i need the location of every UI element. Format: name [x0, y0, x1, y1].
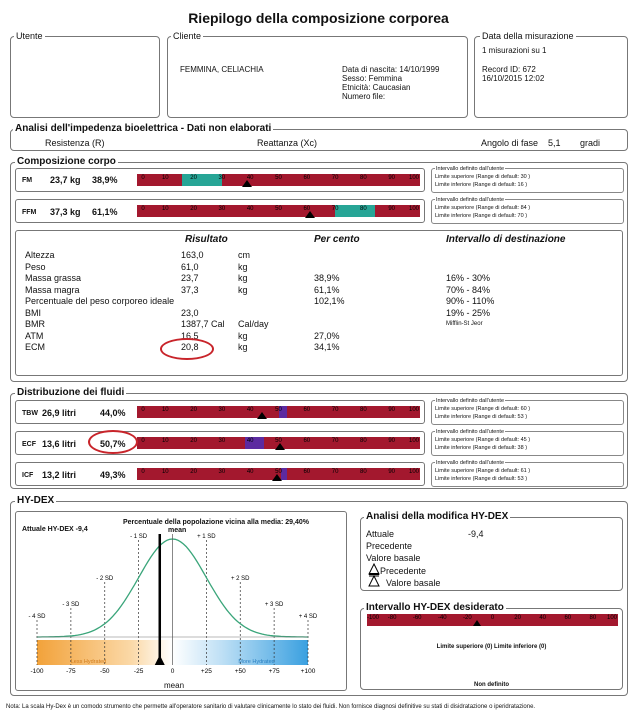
value-marker-icon — [272, 474, 282, 481]
row-value: 23,0 — [181, 307, 199, 318]
scale-tick-label: 90 — [388, 438, 396, 444]
scale-tick-label: 30 — [218, 175, 226, 181]
scale-tick-label: 80 — [360, 175, 367, 181]
row-unit: kg — [238, 261, 248, 272]
value-marker-icon — [242, 180, 252, 187]
sd-label: - 2 SD — [96, 576, 114, 582]
phase-unit: gradi — [580, 138, 601, 148]
scale-tick-label: 40 — [246, 469, 254, 475]
scale-tick-label: 60 — [303, 175, 311, 181]
modifica-basale: Valore basale — [366, 553, 421, 563]
row-name: Massa grassa — [25, 273, 82, 283]
header-result: Risultato — [185, 234, 228, 245]
header-target: Intervallo di destinazione — [446, 234, 566, 245]
composition-title: Composizione corpo — [17, 156, 116, 167]
sd-label: + 2 SD — [230, 576, 250, 582]
row-value: 37,3 — [181, 284, 199, 295]
row-unit: kg — [238, 330, 248, 341]
ecf-range-lower: Limite inferiore (Range di default: 38 ) — [435, 445, 528, 451]
fm-range-box — [431, 168, 624, 193]
row-name: BMR — [25, 319, 45, 329]
scale-tick-label: -20 — [463, 615, 472, 621]
scale-tick-label: 0 — [141, 438, 145, 444]
scale-tick-label: 50 — [275, 206, 282, 212]
axis-tick-label: -50 — [100, 668, 110, 675]
ethnicity: Etnicità: Caucasian — [342, 83, 411, 92]
measure-datetime: 16/10/2015 12:02 — [482, 74, 545, 83]
scale-tick-label: 20 — [190, 469, 197, 475]
client-name: FEMMINA, CELIACHIA — [180, 65, 264, 74]
ffm-kg: 37,3 kg — [50, 207, 81, 217]
ecf-bar — [137, 437, 420, 449]
fm-range-title: Intervallo definito dall'utente — [436, 166, 505, 172]
tbw-bar — [137, 406, 420, 418]
less-hydrated-label: Less Hydrated — [70, 659, 107, 665]
row-value: 20,8 — [181, 342, 199, 352]
row-value: 163,0 — [181, 250, 204, 260]
scale-tick-label: 30 — [218, 206, 226, 212]
icf-bar — [137, 468, 420, 480]
scale-tick-label: 100 — [408, 175, 420, 181]
sd-label: - 1 SD — [130, 534, 148, 540]
row-name: Percentuale del peso corporeo ideale — [25, 296, 175, 306]
more-hydrated-label: More Hydrated — [238, 659, 275, 665]
scale-tick-label: 60 — [303, 407, 311, 413]
ecf-range-upper: Limite superiore (Range di default: 45 ) — [435, 437, 531, 443]
scale-tick-label: 60 — [303, 469, 311, 475]
hydex-mean-bottom: mean — [164, 681, 185, 690]
cliente-label: Cliente — [173, 31, 202, 41]
icf-range-title: Intervallo definito dall'utente — [436, 460, 505, 466]
atm-highlight-circle — [160, 338, 214, 360]
row-name: ECM — [25, 342, 45, 352]
fm-kg: 23,7 kg — [50, 175, 81, 185]
scale-tick-label: 60 — [303, 438, 311, 444]
scale-tick-label: 0 — [490, 615, 495, 621]
ecf-range-box — [431, 431, 624, 456]
row-target: 90% - 110% — [446, 296, 495, 306]
row-target: 70% - 84% — [446, 284, 491, 295]
scale-tick-label: 40 — [539, 615, 547, 621]
row-name: Altezza — [25, 250, 55, 260]
modifica-precedente: Precedente — [366, 541, 413, 551]
row-target: Mifflin-St Jeor — [446, 321, 483, 327]
modifica-attuale-value: -9,4 — [468, 529, 484, 539]
tbw-range-box — [431, 400, 624, 425]
row-percent: 34,1% — [314, 342, 340, 352]
resistance-label: Resistenza (R) — [45, 138, 105, 148]
fluids-title: Distribuzione dei fluidi — [17, 387, 125, 398]
value-marker-icon — [305, 211, 315, 218]
value-marker-icon — [257, 412, 267, 419]
scale-tick-label: 50 — [275, 407, 282, 413]
row-value: 23,7 — [181, 273, 199, 283]
scale-tick-label: 100 — [408, 438, 420, 444]
scale-tick-label: -40 — [437, 615, 447, 621]
row-target: 16% - 30% — [446, 273, 491, 283]
scale-tick-label: 80 — [360, 407, 367, 413]
row-percent: 102,1% — [314, 296, 345, 306]
scale-tick-label: 50 — [275, 438, 282, 444]
row-unit: kg — [238, 284, 248, 295]
ffm-label: FFM — [22, 209, 37, 216]
axis-tick-label: -75 — [66, 668, 76, 675]
ecf-pct: 50,7% — [100, 439, 126, 449]
ffm-range-upper: Limite superiore (Range di default: 84 ) — [435, 205, 531, 211]
bioelectric-title: Analisi dell'impedenza bioelettrica - Dati non elaborati — [15, 123, 272, 134]
sd-label: + 3 SD — [264, 602, 284, 608]
legend-basale: Valore basale — [386, 578, 441, 588]
scale-tick-label: 20 — [514, 615, 521, 621]
scale-tick-label: 0 — [141, 206, 145, 212]
scale-tick-label: 100 — [408, 469, 420, 475]
ffm-range-title: Intervallo definito dall'utente — [436, 197, 505, 203]
scale-tick-label: 100 — [606, 615, 618, 621]
triangle-outline-icon — [368, 563, 380, 575]
scale-tick-label: 80 — [360, 206, 367, 212]
cliente-box — [167, 36, 468, 118]
ffm-range-box — [431, 199, 624, 224]
row-unit: Cal/day — [238, 319, 269, 329]
row-target: 19% - 25% — [446, 307, 491, 318]
birth-date: Data di nascita: 14/10/1999 — [342, 65, 440, 74]
scale-tick-label: -60 — [412, 615, 422, 621]
scale-tick-label: 80 — [360, 438, 367, 444]
misurazioni: 1 misurazioni su 1 — [482, 46, 547, 55]
scale-tick-label: 60 — [564, 615, 572, 621]
target-range-segment — [182, 174, 222, 186]
scale-tick-label: 50 — [275, 469, 282, 475]
row-percent: 61,1% — [314, 284, 340, 295]
row-name: BMI — [25, 307, 42, 318]
icf-range-box — [431, 462, 624, 487]
purple-range-segment — [281, 468, 287, 480]
file-number: Numero file: — [342, 92, 386, 101]
tbw-range-upper: Limite superiore (Range di default: 60 ) — [435, 406, 531, 412]
row-value: 16,5 — [181, 330, 199, 341]
icf-pct: 49,3% — [100, 470, 126, 480]
scale-tick-label: 90 — [388, 206, 396, 212]
phase-label: Angolo di fase — [481, 138, 539, 148]
scale-tick-label: 80 — [589, 615, 597, 621]
row-name: Massa magra — [25, 284, 80, 295]
scale-tick-label: 10 — [161, 175, 169, 181]
scale-tick-label: 50 — [275, 175, 282, 181]
row-value: 1387,7 Cal — [181, 319, 225, 329]
desiderato-limits: Limite superiore (0) Limite inferiore (0) — [436, 644, 547, 650]
fm-pct: 38,9% — [92, 175, 118, 185]
scale-tick-label: -80 — [387, 615, 397, 621]
tbw-liters: 26,9 litri — [42, 408, 77, 418]
ecf-range-title: Intervallo definito dall'utente — [436, 429, 505, 435]
scale-tick-label: -100 — [366, 615, 380, 621]
scale-tick-label: 40 — [246, 175, 254, 181]
scale-tick-label: 10 — [161, 407, 169, 413]
row-unit: kg — [238, 342, 248, 352]
scale-tick-label: 60 — [303, 206, 311, 212]
row-value: 61,0 — [181, 261, 199, 272]
ecf-liters: 13,6 litri — [42, 439, 77, 449]
axis-tick-label: 0 — [170, 668, 175, 675]
tbw-label: TBW — [22, 410, 38, 417]
scale-tick-label: 40 — [246, 206, 254, 212]
record-id: Record ID: 672 — [482, 65, 536, 74]
header-percent: Per cento — [314, 234, 360, 245]
scale-tick-label: 90 — [388, 469, 396, 475]
scale-tick-label: 30 — [218, 407, 226, 413]
scale-tick-label: 40 — [246, 438, 254, 444]
scale-tick-label: 70 — [331, 469, 339, 475]
scale-tick-label: 30 — [218, 438, 226, 444]
axis-tick-label: +75 — [268, 668, 280, 675]
footer-note: Nota: La scala Hy-Dex è un comodo strumento che permette all'operatore sanitario di valutare clinicamente lo stato dei fluidi. Non fornisce diagnosi definitive su stati di disidratazione o iperidratazione. — [6, 704, 536, 710]
scale-tick-label: 40 — [246, 407, 254, 413]
desiderato-bar — [367, 614, 618, 626]
axis-tick-label: -100 — [30, 668, 44, 675]
ffm-pct: 61,1% — [92, 207, 118, 217]
scale-tick-label: 80 — [360, 469, 367, 475]
axis-tick-label: +50 — [234, 668, 246, 675]
scale-tick-label: 90 — [388, 407, 396, 413]
ecf-label: ECF — [22, 441, 36, 448]
icf-range-upper: Limite superiore (Range di default: 61 ) — [435, 468, 531, 474]
scale-tick-label: 30 — [218, 469, 226, 475]
phase-value: 5,1 — [548, 138, 561, 148]
fm-range-lower: Limite inferiore (Range di default: 16 ) — [435, 182, 528, 188]
scale-tick-label: 100 — [408, 407, 420, 413]
reactance-label: Reattanza (Xc) — [257, 138, 318, 148]
triangle-basale-icon — [368, 575, 380, 587]
tbw-range-lower: Limite inferiore (Range di default: 53 ) — [435, 414, 528, 420]
scale-tick-label: 90 — [388, 175, 396, 181]
scale-tick-label: 10 — [161, 206, 169, 212]
row-percent: 27,0% — [314, 330, 340, 341]
row-name: Peso — [25, 261, 46, 272]
hydex-population: Percentuale della popolazione vicina alla media: 29,40% — [123, 519, 309, 526]
scale-tick-label: 20 — [190, 175, 197, 181]
desiderato-status: Non definito — [474, 682, 509, 688]
ffm-range-lower: Limite inferiore (Range di default: 70 ) — [435, 213, 528, 219]
tbw-pct: 44,0% — [100, 408, 126, 418]
data-label: Data della misurazione — [482, 31, 574, 41]
scale-tick-label: 20 — [190, 206, 197, 212]
scale-tick-label: 70 — [331, 175, 339, 181]
page-title: Riepilogo della composizione corporea — [188, 10, 449, 26]
scale-tick-label: 100 — [408, 206, 420, 212]
hydex-chart — [15, 532, 347, 690]
scale-tick-label: 0 — [141, 469, 145, 475]
scale-tick-label: 20 — [190, 407, 197, 413]
axis-tick-label: +25 — [200, 668, 212, 675]
ffm-bar — [137, 205, 420, 217]
scale-tick-label: 70 — [331, 206, 339, 212]
utente-box — [10, 36, 160, 118]
scale-tick-label: 10 — [161, 469, 169, 475]
scale-tick-label: 70 — [331, 438, 339, 444]
utente-label: Utente — [16, 31, 43, 41]
modifica-attuale: Attuale — [366, 529, 395, 539]
ecf-highlight-circle — [88, 430, 138, 454]
row-unit: cm — [238, 250, 250, 260]
modifica-title: Analisi della modifica HY-DEX — [366, 511, 509, 522]
sd-label: - 3 SD — [62, 602, 80, 608]
hydex-mean-top: mean — [168, 527, 187, 534]
icf-label: ICF — [22, 472, 34, 479]
legend-precedente: Precedente — [380, 566, 427, 576]
row-percent: 38,9% — [314, 273, 340, 283]
fm-range-upper: Limite superiore (Range di default: 30 ) — [435, 174, 531, 180]
desiderato-title: Intervallo HY-DEX desiderato — [366, 602, 504, 613]
icf-liters: 13,2 litri — [42, 470, 77, 480]
row-name: ATM — [25, 330, 44, 341]
scale-tick-label: 10 — [161, 438, 169, 444]
axis-tick-label: +100 — [300, 668, 316, 675]
axis-tick-label: -25 — [133, 668, 144, 675]
sex: Sesso: Femmina — [342, 74, 403, 83]
sd-label: + 4 SD — [298, 614, 318, 620]
fm-bar — [137, 174, 420, 186]
scale-tick-label: 0 — [141, 175, 145, 181]
icf-range-lower: Limite inferiore (Range di default: 53 ) — [435, 476, 528, 482]
row-unit: kg — [238, 273, 248, 283]
target-range-segment — [335, 205, 375, 217]
hydex-actual: Attuale HY-DEX -9,4 — [22, 526, 88, 533]
desired-marker-icon — [473, 620, 481, 626]
scale-tick-label: 0 — [141, 407, 145, 413]
scale-tick-label: 70 — [331, 407, 339, 413]
sd-label: + 1 SD — [197, 534, 216, 540]
value-marker-icon — [275, 443, 285, 450]
tbw-range-title: Intervallo definito dall'utente — [436, 398, 505, 404]
scale-tick-label: 20 — [190, 438, 197, 444]
sd-label: - 4 SD — [28, 614, 46, 620]
hydex-title: HY-DEX — [17, 495, 55, 506]
fm-label: FM — [22, 177, 33, 184]
